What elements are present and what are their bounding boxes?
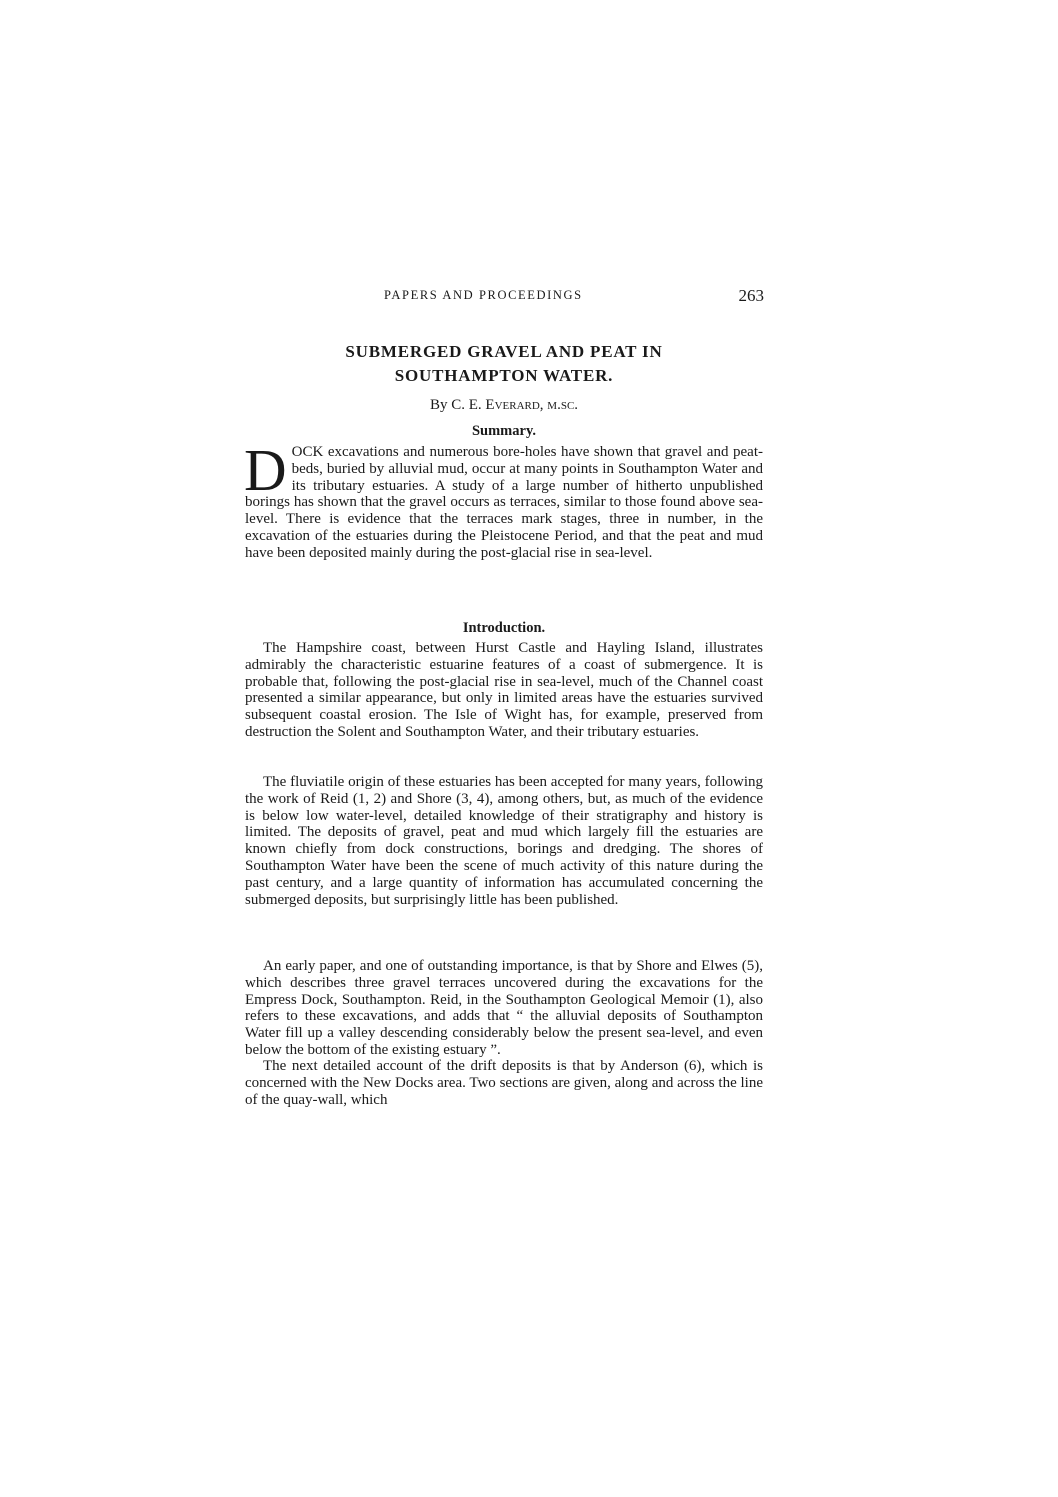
author-name: Everard, m.sc. [485,397,579,413]
body-paragraph-4: The next detailed account of the drift deposits is that by Anderson (6), which is concerned with the New Docks area. Two sections are given, along and across the line of the quay-wall, which [245,1058,763,1108]
summary-heading: Summary. [471,423,537,439]
introduction-heading: Introduction. [462,620,546,636]
body-paragraph-3: An early paper, and one of outstanding importance, is that by Shore and Elwes (5), which describes three gravel terraces uncovered during the excavations for the Empress Dock, Southampton. Reid, in the Southampton Geological Memoir (1), also refers to these excavations, and adds that “ the alluvial deposits of Southampton Water fill up a valley descending considerably below the present sea-level, and even below the bottom of the existing estuary ”. [245,958,763,1058]
summary-paragraph [244,437,763,562]
article-title [244,340,764,388]
byline-prefix: By C. E. [429,397,482,413]
article-title-line-1: SUBMERGED GRAVEL AND PEAT IN [345,342,663,361]
author-byline [244,397,764,414]
body-paragraph-2: The fluviatile origin of these estuaries has been accepted for many years, following the work of Reid (1, 2) and Shore (3, 4), among others, but, as much of the evidence is below low water-level, detailed knowledge of their stratigraphy and history is limited. The deposits of gravel, peat and mud which largely fill the estuaries are known chiefly from dock constructions, borings and dredging. The shores of Southampton Water have been the scene of much activity of this nature during the past century, and a large quantity of information has accumulated concerning the submerged deposits, but surprisingly little has been published. [245,774,763,908]
body-paragraph-1: The Hampshire coast, between Hurst Castle and Hayling Island, illustrates admirably the characteristic estuarine features of a coast of submergence. It is probable that, following the post-glacial rise in sea-level, much of the Channel coast presented a similar appearance, but only in limited areas have the estuaries survived subsequent coastal erosion. The Isle of Wight has, for example, preserved from destruction the Solent and Southampton Water, and their tributary estuaries. [245,640,763,740]
drop-cap: D [244,437,287,503]
article-title-line-2: SOUTHAMPTON WATER. [394,366,614,385]
page-number: 263 [738,286,764,305]
page-header [244,286,764,308]
summary-text: OCK excavations and numerous bore-holes have shown that gravel and peat-beds, buried by alluvial mud, occur at many points in Southampton Water and its tributary estuaries. A study of a large number of hitherto unpublished borings has shown that the gravel occurs as terraces, similar to those found above sea-level. There is evidence that the terraces mark stages, three in number, in the excavation of the estuaries during the Pleistocene Period, and that the peat and mud have been deposited mainly during the post-glacial rise in sea-level. [245,444,763,561]
running-head: PAPERS AND PROCEEDINGS [384,288,583,302]
